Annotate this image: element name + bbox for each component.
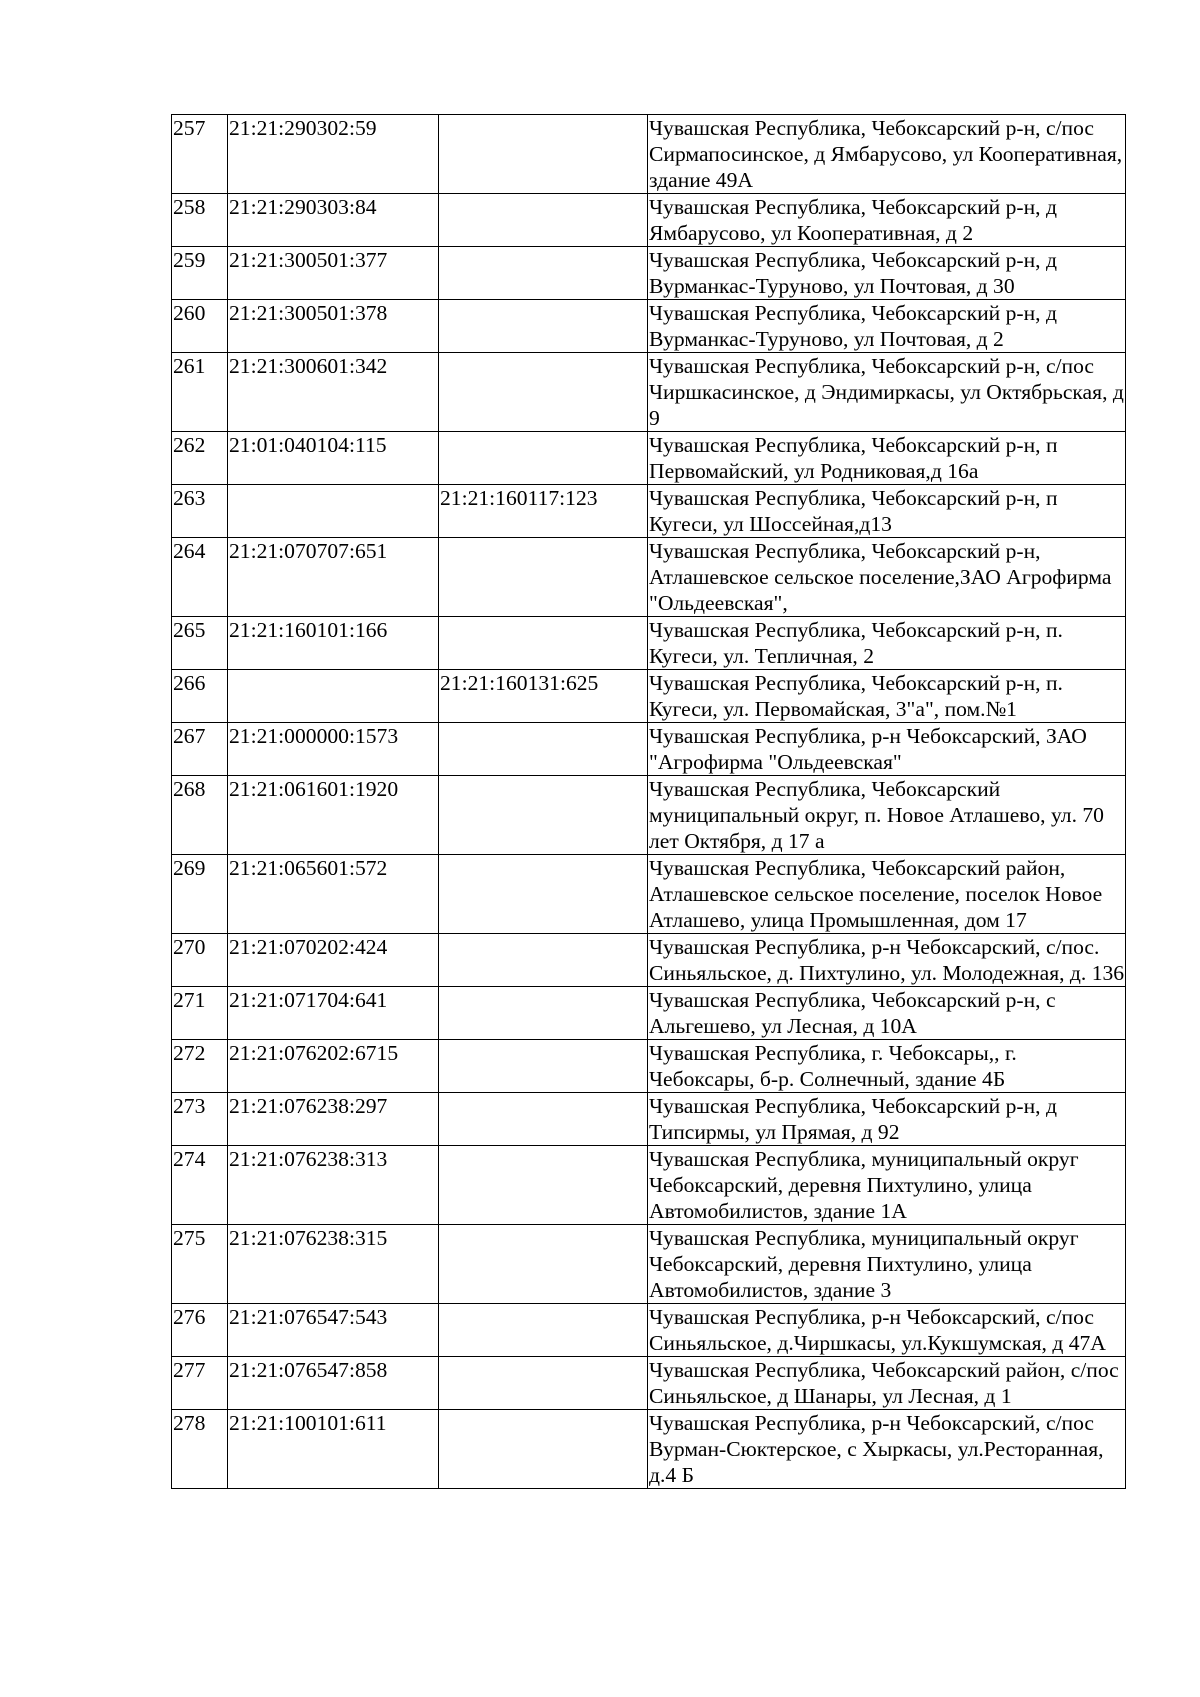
row-number: 262 bbox=[172, 432, 228, 485]
cadastral-number: 21:21:290302:59 bbox=[228, 115, 439, 194]
table-body bbox=[172, 115, 1126, 1489]
address: Чувашская Республика, Чебоксарский р-н, д Ямбарусово, ул Кооперативная, д 2 bbox=[648, 194, 1126, 247]
row-number: 276 bbox=[172, 1304, 228, 1357]
address: Чувашская Республика, муниципальный округ Чебоксарский, деревня Пихтулино, улица Автомобилистов, здание 1А bbox=[648, 1146, 1126, 1225]
row-number: 272 bbox=[172, 1040, 228, 1093]
table-row bbox=[172, 353, 1126, 432]
row-number: 274 bbox=[172, 1146, 228, 1225]
parent-cadastral-number bbox=[439, 538, 648, 617]
address: Чувашская Республика, р-н Чебоксарский, с/пос Вурман-Сюктерское, с Хыркасы, ул.Ресторанная, д.4 Б bbox=[648, 1410, 1126, 1489]
cadastral-number: 21:21:070202:424 bbox=[228, 934, 439, 987]
cadastral-number: 21:21:290303:84 bbox=[228, 194, 439, 247]
cadastral-number: 21:21:076547:858 bbox=[228, 1357, 439, 1410]
address: Чувашская Республика, Чебоксарский р-н, с Альгешево, ул Лесная, д 10А bbox=[648, 987, 1126, 1040]
address: Чувашская Республика, р-н Чебоксарский, ЗАО "Агрофирма "Ольдеевская" bbox=[648, 723, 1126, 776]
parent-cadastral-number bbox=[439, 194, 648, 247]
cadastral-number: 21:21:076238:297 bbox=[228, 1093, 439, 1146]
address: Чувашская Республика, Чебоксарский район, Атлашевское сельское поселение, поселок Новое Атлашево, улица Промышленная, дом 17 bbox=[648, 855, 1126, 934]
document-page bbox=[171, 114, 1125, 1489]
table-row bbox=[172, 115, 1126, 194]
address: Чувашская Республика, Чебоксарский р-н, д Типсирмы, ул Прямая, д 92 bbox=[648, 1093, 1126, 1146]
table-row bbox=[172, 934, 1126, 987]
cadastral-number: 21:21:061601:1920 bbox=[228, 776, 439, 855]
cadastral-number: 21:21:160101:166 bbox=[228, 617, 439, 670]
parent-cadastral-number bbox=[439, 1225, 648, 1304]
property-table bbox=[171, 114, 1126, 1489]
cadastral-number bbox=[228, 485, 439, 538]
parent-cadastral-number bbox=[439, 115, 648, 194]
row-number: 265 bbox=[172, 617, 228, 670]
parent-cadastral-number bbox=[439, 1040, 648, 1093]
row-number: 273 bbox=[172, 1093, 228, 1146]
address: Чувашская Республика, г. Чебоксары,, г. Чебоксары, б-р. Солнечный, здание 4Б bbox=[648, 1040, 1126, 1093]
table-row bbox=[172, 194, 1126, 247]
address: Чувашская Республика, Чебоксарский р-н, д Вурманкас-Туруново, ул Почтовая, д 2 bbox=[648, 300, 1126, 353]
cadastral-number: 21:21:000000:1573 bbox=[228, 723, 439, 776]
table-row bbox=[172, 247, 1126, 300]
parent-cadastral-number bbox=[439, 1357, 648, 1410]
address: Чувашская Республика, Чебоксарский р-н, с/пос Чиршкасинское, д Эндимиркасы, ул Октябрьская, д 9 bbox=[649, 354, 1124, 430]
parent-cadastral-number bbox=[439, 934, 648, 987]
cadastral-number: 21:01:040104:115 bbox=[228, 432, 439, 485]
row-number: 271 bbox=[172, 987, 228, 1040]
table-row bbox=[172, 617, 1126, 670]
row-number: 268 bbox=[172, 776, 228, 855]
parent-cadastral-number bbox=[439, 432, 648, 485]
row-number: 259 bbox=[172, 247, 228, 300]
table-row bbox=[172, 723, 1126, 776]
row-number: 277 bbox=[172, 1357, 228, 1410]
row-number: 270 bbox=[172, 934, 228, 987]
cadastral-number: 21:21:076202:6715 bbox=[228, 1040, 439, 1093]
row-number: 261 bbox=[172, 353, 228, 432]
row-number: 278 bbox=[172, 1410, 228, 1489]
table-row bbox=[172, 776, 1126, 855]
parent-cadastral-number bbox=[439, 353, 648, 432]
parent-cadastral-number: 21:21:160131:625 bbox=[439, 670, 648, 723]
row-number: 257 bbox=[172, 115, 228, 194]
address: Чувашская Республика, р-н Чебоксарский, с/пос. Синьяльское, д. Пихтулино, ул. Молодежная, д. 136 bbox=[649, 935, 1125, 985]
parent-cadastral-number bbox=[439, 247, 648, 300]
row-number: 258 bbox=[172, 194, 228, 247]
parent-cadastral-number bbox=[439, 1304, 648, 1357]
address: Чувашская Республика, Чебоксарский р-н, д Вурманкас-Туруново, ул Почтовая, д 30 bbox=[648, 247, 1126, 300]
row-number: 269 bbox=[172, 855, 228, 934]
cadastral-number: 21:21:076238:313 bbox=[228, 1146, 439, 1225]
address: Чувашская Республика, Чебоксарский р-н, с/пос Сирмапосинское, д Ямбарусово, ул Кооперативная, здание 49А bbox=[648, 115, 1126, 194]
table-row bbox=[172, 987, 1126, 1040]
cadastral-number: 21:21:300601:342 bbox=[228, 353, 439, 432]
address: Чувашская Республика, Чебоксарский р-н, п. Кугеси, ул. Тепличная, 2 bbox=[648, 617, 1126, 670]
address: Чувашская Республика, Чебоксарский р-н, п Первомайский, ул Родниковая,д 16а bbox=[648, 432, 1126, 485]
parent-cadastral-number bbox=[439, 776, 648, 855]
cadastral-number: 21:21:065601:572 bbox=[228, 855, 439, 934]
row-number: 264 bbox=[172, 538, 228, 617]
address: Чувашская Республика, муниципальный округ Чебоксарский, деревня Пихтулино, улица Автомобилистов, здание 3 bbox=[648, 1225, 1126, 1304]
table-row bbox=[172, 1304, 1126, 1357]
address: Чувашская Республика, р-н Чебоксарский, с/пос Синьяльское, д.Чиршкасы, ул.Кукшумская, д 47А bbox=[648, 1304, 1126, 1357]
table-row bbox=[172, 485, 1126, 538]
parent-cadastral-number bbox=[439, 1410, 648, 1489]
parent-cadastral-number bbox=[439, 300, 648, 353]
row-number: 275 bbox=[172, 1225, 228, 1304]
row-number: 260 bbox=[172, 300, 228, 353]
cadastral-number: 21:21:076238:315 bbox=[228, 1225, 439, 1304]
parent-cadastral-number bbox=[439, 855, 648, 934]
address: Чувашская Республика, Чебоксарский район, с/пос Синьяльское, д Шанары, ул Лесная, д 1 bbox=[648, 1357, 1126, 1410]
table-row bbox=[172, 1146, 1126, 1225]
cadastral-number: 21:21:100101:611 bbox=[228, 1410, 439, 1489]
parent-cadastral-number bbox=[439, 1093, 648, 1146]
address: Чувашская Республика, Чебоксарский р-н, п. Кугеси, ул. Первомайская, 3"а", пом.№1 bbox=[648, 670, 1126, 723]
table-row bbox=[172, 300, 1126, 353]
table-row bbox=[172, 1040, 1126, 1093]
row-number: 263 bbox=[172, 485, 228, 538]
table-row bbox=[172, 538, 1126, 617]
parent-cadastral-number bbox=[439, 987, 648, 1040]
cadastral-number: 21:21:076547:543 bbox=[228, 1304, 439, 1357]
table-row bbox=[172, 1410, 1126, 1489]
table-row bbox=[172, 855, 1126, 934]
cadastral-number: 21:21:300501:377 bbox=[228, 247, 439, 300]
table-row bbox=[172, 432, 1126, 485]
cadastral-number: 21:21:300501:378 bbox=[228, 300, 439, 353]
table-row bbox=[172, 670, 1126, 723]
table-row bbox=[172, 1225, 1126, 1304]
cadastral-number: 21:21:070707:651 bbox=[228, 538, 439, 617]
cadastral-number bbox=[228, 670, 439, 723]
address: Чувашская Республика, Чебоксарский муниципальный округ, п. Новое Атлашево, ул. 70 лет Октября, д 17 а bbox=[648, 776, 1126, 855]
parent-cadastral-number bbox=[439, 1146, 648, 1225]
parent-cadastral-number: 21:21:160117:123 bbox=[439, 485, 648, 538]
row-number: 266 bbox=[172, 670, 228, 723]
table-row bbox=[172, 1093, 1126, 1146]
address: Чувашская Республика, Чебоксарский р-н, Атлашевское сельское поселение,ЗАО Агрофирма "Ольдеевская", bbox=[648, 538, 1126, 617]
address: Чувашская Республика, Чебоксарский р-н, п Кугеси, ул Шоссейная,д13 bbox=[648, 485, 1126, 538]
parent-cadastral-number bbox=[439, 723, 648, 776]
table-row bbox=[172, 1357, 1126, 1410]
parent-cadastral-number bbox=[439, 617, 648, 670]
row-number: 267 bbox=[172, 723, 228, 776]
cadastral-number: 21:21:071704:641 bbox=[228, 987, 439, 1040]
